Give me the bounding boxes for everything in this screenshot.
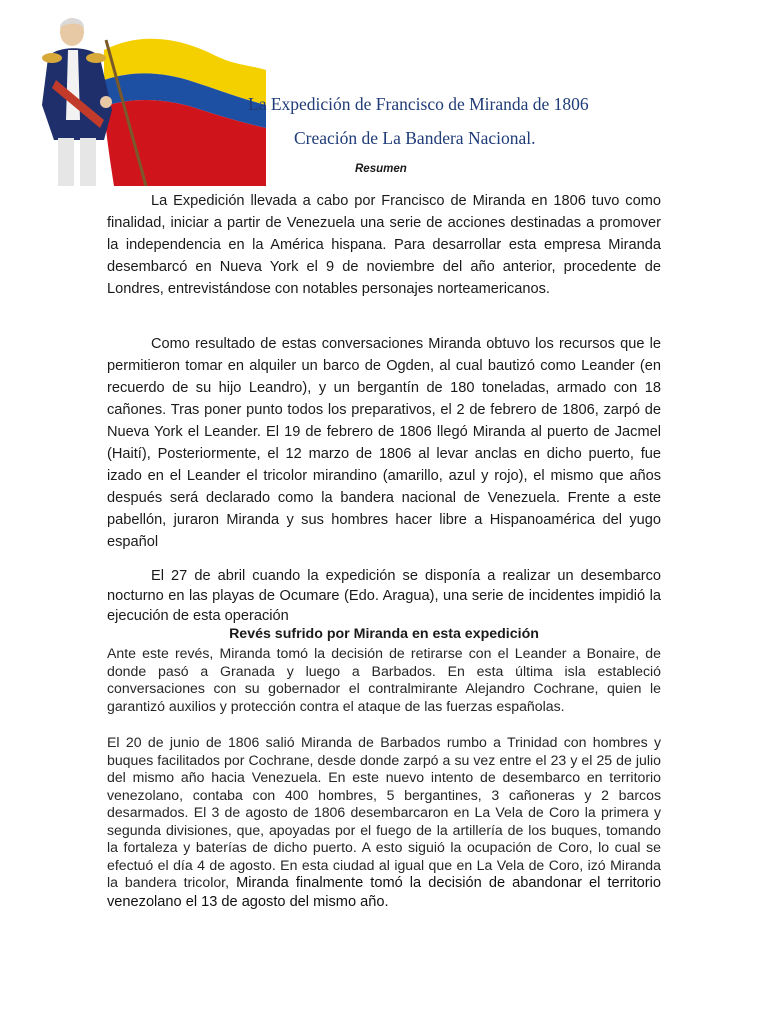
summary-label: Resumen: [355, 163, 407, 175]
paragraph-5-main: El 20 de junio de 1806 salió Miranda de Barbados rumbo a Trinidad con hombres y buques facilitados por Cochrane, desde donde zarpó a su vez entre el 23 y el 25 de julio del mismo año hacia Venezuela. En este nuevo intento de desembarco en territorio venezolano, contaba con 400 hombres, 5 bergantines, 3 cañoneras y 2 barcos desarmados. El 3 de agosto de 1806 desembarcaron en La Vela de Coro la primera y segunda divisiones, que, apoyadas por el fuego de la artillería de los buques, tomando la fortaleza y baterías de dicho puerto. A esto siguió la ocupación de Coro, lo cual se efectuó el día 4 de agosto. En esta ciudad al igual que en La Vela de Coro, izó Miranda la bandera tricolor,: [107, 734, 661, 890]
document-title: La Expedición de Francisco de Miranda de 1806: [248, 94, 589, 114]
paragraph-2: Como resultado de estas conversaciones Miranda obtuvo los recursos que le permitieron tomar en alquiler un barco de Ogden, al cual bautizó como Leander (en recuerdo de su hijo Leandro), y un bergantín de 180 toneladas, armado con 18 cañones. Tras poner punto todos los preparativos, el 2 de febrero de 1806, zarpó de Nueva York el Leander. El 19 de febrero de 1806 llegó Miranda al puerto de Jacmel (Haití), Posteriormente, el 12 marzo de 1806 al levar anclas en dicho puerto, fue izado en el Leander el tricolor mirandino (amarillo, azul y rojo), el mismo que años después será declarado como la bandera nacional de Venezuela. Frente a este pabellón, juraron Miranda y sus hombres hacer libre a Hispanoamérica del yugo español: [107, 336, 661, 550]
paragraph-5: [107, 734, 661, 911]
paragraph-4: Ante este revés, Miranda tomó la decisión de retirarse con el Leander a Bonaire, de donde pasó a Granada y luego a Barbados. En esta última isla estableció conversaciones con su gobernador el contralmirante Alejandro Cochrane, quien le garantizó auxilios y protección contra el ataque de las fuerzas españolas.: [107, 645, 661, 714]
paragraph-3: El 27 de abril cuando la expedición se disponía a realizar un desembarco nocturno en las playas de Ocumare (Edo. Aragua), una serie de incidentes impidió la ejecución de esta operación: [107, 568, 661, 624]
miranda-flag-illustration-icon: [34, 10, 266, 186]
document-subtitle-title: Creación de La Bandera Nacional.: [294, 128, 536, 148]
paragraph-5-tail: Miranda finalmente tomó la decisión de abandonar el territorio venezolano el 13 de agosto del mismo año.: [107, 875, 661, 910]
section-heading: Revés sufrido por Miranda en esta expedición: [229, 626, 539, 642]
paragraph-1: La Expedición llevada a cabo por Francisco de Miranda en 1806 tuvo como finalidad, iniciar a partir de Venezuela una serie de acciones destinadas a promover la independencia en la América hispana. Para desarrollar esta empresa Miranda desembarcó en Nueva York el 9 de noviembre del año anterior, procedente de Londres, entrevistándose con notables personajes norteamericanos.: [107, 193, 661, 297]
